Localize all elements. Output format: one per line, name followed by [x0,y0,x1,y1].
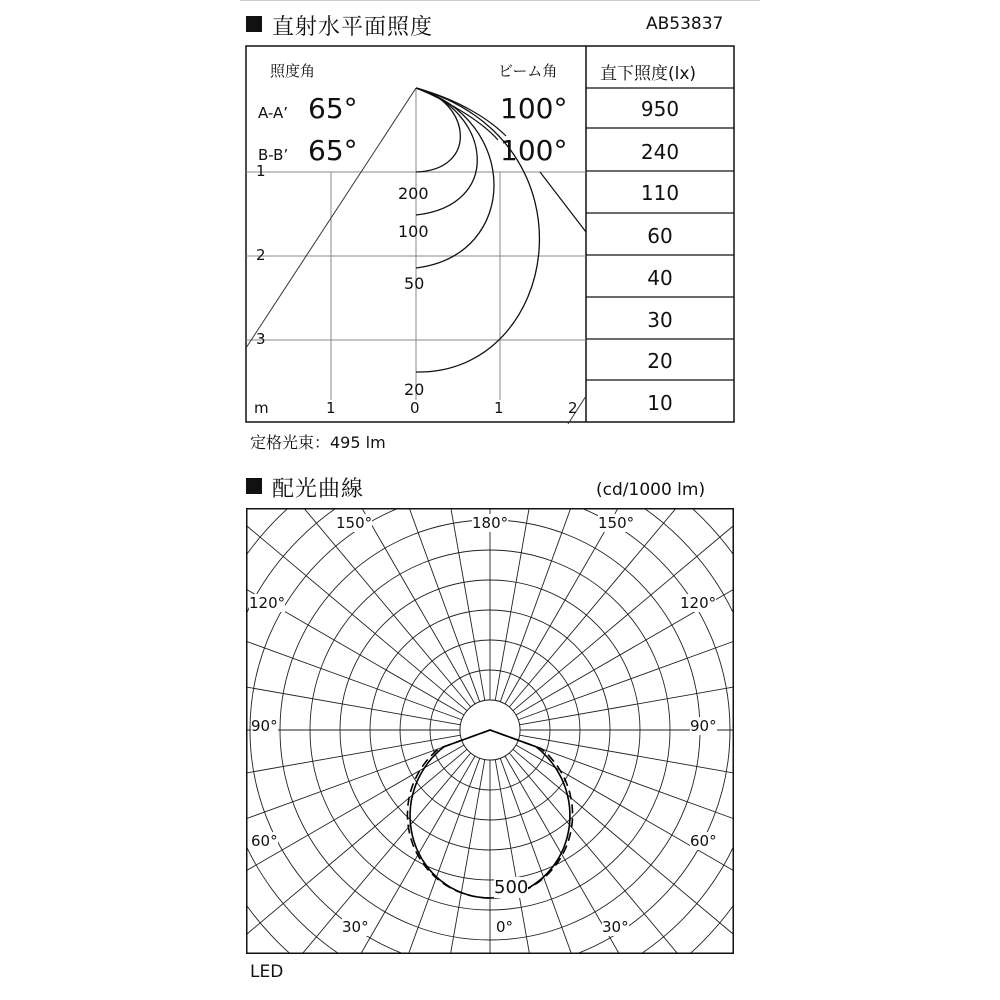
polar-spoke [421,760,485,954]
header-illum-angle: 照度角 [270,62,316,80]
polar-distribution-chart [246,508,734,954]
polar-spoke [246,530,464,715]
contour-label-100: 100 [398,222,429,241]
angle-label-30-left: 30° [342,918,369,936]
angle-label-150-right: 150° [598,514,635,532]
illuminance-value-8: 10 [647,391,673,415]
polar-spoke [246,745,464,930]
polar-spoke [353,508,480,702]
bb-angle: 65° [308,134,358,167]
bb-label: B-B’ [258,146,289,164]
illuminance-value-5: 40 [647,266,673,290]
polar-spoke [505,756,690,954]
x-tick-left-1: 1 [326,399,336,417]
polar-spoke [516,530,734,715]
illuminance-value-3: 110 [640,181,680,205]
angle-label-120-left: 120° [249,594,286,612]
angle-label-90-right: 90° [690,717,717,735]
polar-spoke [246,661,460,725]
footer-led: LED [250,962,284,982]
angle-label-30-right: 30° [602,918,629,936]
illuminance-value-7: 20 [647,349,673,373]
radial-label-500: 500 [494,877,529,898]
contour-label-50: 50 [404,274,425,293]
angle-label-180: 180° [472,514,509,532]
x-tick-right-1: 1 [494,399,504,417]
polar-spoke [353,758,480,954]
polar-spoke [520,661,734,725]
angle-label-60-left: 60° [251,832,278,850]
contour-label-20: 20 [404,380,425,399]
contour-label-200: 200 [398,184,429,203]
x-unit: m [254,399,269,417]
distance-label-1: 1 [256,162,266,180]
aa-beam: 100° [500,92,568,125]
polar-spoke [500,508,627,702]
polar-spoke [290,508,475,704]
illuminance-value-1: 950 [640,97,680,121]
x-tick-right-2: 2 [568,399,578,417]
aa-label: A-A’ [258,104,289,122]
rated-flux: 定格光束：495 lm [250,433,386,452]
polar-spoke [246,735,460,799]
angle-label-120-right: 120° [680,594,717,612]
illuminance-value-2: 240 [640,140,680,164]
angle-label-60-right: 60° [690,832,717,850]
angle-label-0: 0° [496,918,514,936]
model-number: AB53837 [646,14,724,34]
illuminance-value-6: 30 [647,308,673,332]
aa-angle: 65° [308,92,358,125]
header-beam-angle: ビーム角 [498,62,558,80]
angle-label-90-left: 90° [251,717,278,735]
top-rule [240,0,760,1]
polar-spoke [505,508,690,704]
angle-label-150-left: 150° [336,514,373,532]
unit-label: (cd/1000 lm) [596,480,706,500]
polar-grid [246,508,734,954]
bb-beam: 100° [500,134,568,167]
polar-spoke [520,735,734,799]
header-direct-illuminance: 直下照度(lx) [600,64,697,84]
section2-bullet [246,478,262,494]
distance-label-2: 2 [256,246,266,264]
illuminance-value-4: 60 [647,224,673,248]
x-tick-0: 0 [410,399,420,417]
section2-title: 配光曲線 [272,477,365,502]
distance-label-3: 3 [256,330,266,348]
section1-title: 直射水平面照度 [272,15,434,40]
polar-spoke [290,756,475,954]
